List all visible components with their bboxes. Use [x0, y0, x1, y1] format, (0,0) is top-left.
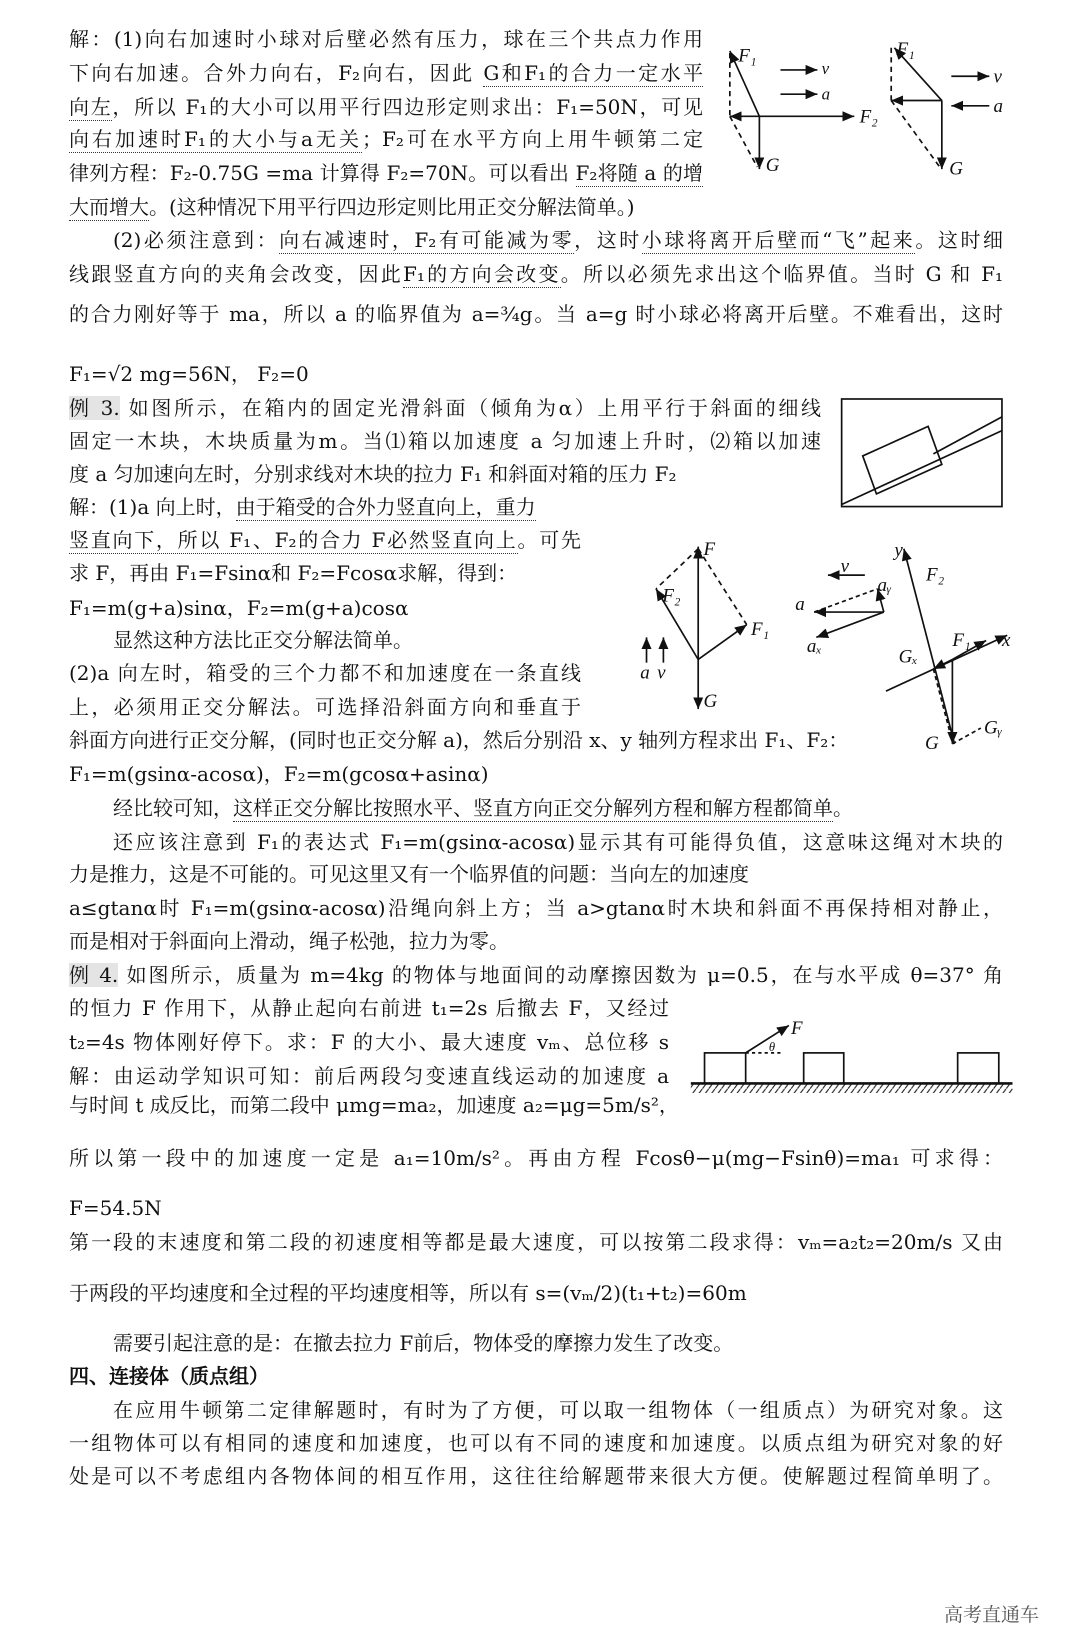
text-segment: 固定一木块，木块质量为m。当⑴箱以加速度 a 匀加速上升时，⑵箱以加速 [69, 428, 821, 453]
text-segment: 显然这种方法比正交分解法简单。 [113, 628, 413, 653]
text-segment: 在应用牛顿第二定律解题时，有时为了方便，可以取一组物体（一组质点）为研究对象。这 [113, 1398, 1003, 1423]
text-segment: F₁=m(gsinα-acosα)，F₂=m(gcosα+asinα) [69, 762, 489, 787]
text-segment: 于两段的平均速度和全过程的平均速度相等，所以有 s=(vₘ/2)(t₁+t₂)=60m [69, 1281, 747, 1306]
text-line [69, 926, 669, 956]
force-diagram-decelerating [891, 48, 989, 169]
text-line [69, 1227, 1003, 1257]
label-gy: Gᵧ [984, 717, 1003, 739]
label-v: v [821, 59, 830, 79]
label-g: G [949, 158, 963, 180]
text-segment: 下向右加速。合外力向右，F₂向右，因此 [69, 60, 484, 85]
text-segment: 力是推力，这是不可能的。可见这里又有一个临界值的问题：当向左的加速度 [69, 862, 749, 887]
label-x-axis: x [1001, 629, 1011, 651]
text-segment: 解：由运动学知识可知：前后两段匀变速直线运动的加速度 a [69, 1063, 669, 1088]
incline-axes-diagram [886, 549, 1007, 744]
text-segment: 。(这种情况下用平行四边形定则比用正交分解法简单。) [149, 194, 635, 219]
label-f2: F₂ [662, 585, 681, 607]
text-line [69, 993, 669, 1023]
label-gx: Gₓ [898, 646, 918, 668]
text-segment: 律列方程：F₂-0.75G =ma 计算得 F₂=70N。可以看出 [69, 160, 576, 185]
emphasized-text: 这样正交分解比按照水平、竖直方向正交分解列方程和解方程都简单 [233, 795, 833, 820]
text-segment: 。所以必须先求出这个临界值。当时 G 和 F₁ [560, 262, 1003, 287]
label-g: G [765, 155, 780, 177]
text-segment: F₁=√2 mg=56N， F₂=0 [69, 362, 309, 387]
text-line [69, 359, 469, 389]
text-line [69, 1090, 679, 1120]
text-segment: 线跟竖直方向的夹角会改变，因此 [69, 262, 403, 287]
text-line [69, 299, 1003, 329]
text-segment: 斜面方向进行正交分解，(同时也正交分解 a)，然后分别沿 x、y 轴列方程求出 F₁、F₂： [69, 728, 849, 753]
label-a: a [640, 662, 650, 684]
text-line [69, 259, 1003, 289]
text-segment: 需要引起注意的是：在撤去拉力 F前后，物体受的摩擦力发生了改变。 [113, 1330, 734, 1355]
emphasized-text: 小球将离开后壁而“飞”起来 [641, 228, 916, 253]
text-segment: 的合力刚好等于 ma，所以 a 的临界值为 a=¾g。当 a=g 时小球必将离开后壁。不难看出，这时 [69, 302, 1003, 327]
text-line [69, 158, 703, 188]
label-a: a [821, 84, 831, 104]
text-line [69, 1143, 1003, 1173]
text-line [69, 1027, 669, 1057]
text-segment: ；F₂可在水平方向上用牛顿第二定 [361, 127, 703, 152]
text-line [69, 58, 703, 88]
text-line [69, 725, 909, 755]
text-segment: 解：(1)a 向上时， [69, 495, 236, 520]
label-f1: F₁ [750, 619, 770, 641]
text-segment: 解：(1)向右加速时小球对后壁必然有压力，球在三个共点力作用 [69, 27, 703, 52]
text-segment: ，这时 [574, 228, 642, 253]
text-line [69, 1361, 369, 1391]
text-line [69, 658, 581, 688]
text-line [69, 1428, 1003, 1458]
text-line [69, 1061, 669, 1091]
emphasized-text: 向左 [69, 94, 113, 119]
text-segment: 与时间 t 成反比，而第二段中 μmg=ma₂，加速度 a₂=μg=5m/s²， [69, 1093, 679, 1118]
label-g: G [703, 690, 718, 712]
text-line [69, 1461, 1003, 1491]
text-segment: (2)必须注意到： [113, 228, 280, 253]
acceleration-decomposition-diagram [814, 575, 884, 637]
text-segment: 处是可以不考虑组内各物体间的相互作用，这往往给解题带来很大方便。使解题过程简单明了。 [69, 1463, 1003, 1488]
label-ax: aₓ [806, 636, 822, 658]
example-label: 例 3. [69, 396, 120, 421]
text-line [69, 960, 1003, 990]
text-segment: 上，必须用正交分解法。可选择沿斜面方向和垂直于 [69, 694, 581, 719]
label-g: G [924, 733, 939, 755]
text-line [113, 225, 1003, 255]
label-f: F [703, 539, 716, 561]
label-f2: F₂ [926, 564, 945, 586]
emphasized-text: 由于箱受的合外力竖直向上，重力 [235, 495, 536, 520]
emphasized-text: 向右加速时F₁的大小与a无关 [69, 127, 362, 152]
text-line [69, 492, 581, 522]
text-segment: 如图所示，在箱内的固定光滑斜面（倾角为α）上用平行于斜面的细线 [119, 396, 821, 421]
text-line [69, 393, 821, 423]
text-line [69, 759, 569, 789]
box-incline-figure [842, 399, 1002, 507]
text-segment: 求 F，再由 F₁=Fsinα和 F₂=Fcosα求解，得到： [69, 560, 518, 585]
text-segment: 经比较可知， [113, 795, 233, 820]
text-segment: t₂=4s 物体刚好停下。求：F 的大小、最大速度 vₘ、总位移 s [69, 1030, 669, 1055]
text-line [69, 426, 821, 456]
text-line [69, 124, 703, 154]
text-segment: 还应该注意到 F₁的表达式 F₁=m(gsinα-acosα)显示其有可能得负值，这意味这绳对木块的 [113, 829, 1003, 854]
text-segment: F₁=m(g+a)sinα，F₂=m(g+a)cosα [69, 595, 409, 620]
text-segment: a≤gtanα时 F₁=m(gsinα-acosα)沿绳向斜上方；当 a>gtanα时木块和斜面不再保持相对静止， [69, 896, 1003, 921]
text-line [69, 24, 703, 54]
text-line [69, 593, 581, 623]
text-line [113, 1328, 1003, 1358]
emphasized-text: F₂将随 a 的增 [575, 160, 703, 185]
text-segment: 的恒力 F 作用下，从静止起向右前进 t₁=2s 后撤去 F，又经过 [69, 996, 669, 1021]
label-a: a [795, 593, 805, 615]
label-v: v [993, 66, 1002, 88]
force-diagram-accelerating-right [730, 51, 854, 169]
label-theta: θ [768, 1039, 776, 1054]
label-y-axis: y [894, 540, 903, 562]
label-f2: F₂ [859, 106, 878, 128]
text-segment: (2)a 向左时，箱受的三个力都不和加速度在一条直线 [69, 660, 581, 685]
label-f1: F₁ [896, 39, 915, 61]
text-segment: 。可先 [517, 528, 581, 552]
emphasized-text: F₁的方向会改变 [402, 262, 561, 287]
label-v: v [840, 555, 850, 577]
text-segment: 第一段的末速度和第二段的初速度相等都是最大速度，可以按第二段求得：vₘ=a₂t₂=20m/s 又由 [69, 1230, 1003, 1255]
emphasized-text: 竖直向下，所以 F₁、F₂的合力 F必然竖直向上 [69, 528, 518, 552]
text-line [113, 793, 1003, 823]
footer-watermark: 高考直通车 [944, 1604, 1040, 1626]
label-f: F [791, 1017, 803, 1039]
text-line [113, 625, 581, 655]
label-a: a [993, 96, 1003, 118]
text-line [69, 859, 829, 889]
emphasized-text: G和F₁的合力一定水平 [483, 60, 703, 85]
text-segment: 而是相对于斜面向上滑动，绳子松弛，拉力为零。 [69, 928, 509, 953]
text-line [69, 92, 703, 122]
example-label: 例 4. [69, 962, 119, 987]
text-line [69, 692, 581, 722]
label-f1: F₁ [738, 45, 757, 67]
text-line [69, 893, 1003, 923]
text-segment: 度 a 匀加速向左时，分别求线对木块的拉力 F₁ 和斜面对箱的压力 F₂ [69, 461, 677, 486]
text-segment: 如图所示，质量为 m=4kg 的物体与地面间的动摩擦因数为 μ=0.5，在与水平成 θ=37° 角 [118, 962, 1003, 987]
text-segment: ，所以 F₁的大小可以用平行四边形定则求出：F₁=50N，可见 [112, 94, 704, 119]
text-line [69, 1278, 869, 1308]
text-line [69, 459, 821, 489]
text-segment: F=54.5N [69, 1195, 162, 1220]
text-line [69, 525, 581, 555]
text-line [69, 192, 703, 222]
text-line [113, 1395, 1003, 1425]
text-line [69, 558, 581, 588]
text-segment: 。 [833, 795, 853, 820]
force-parallelogram-diagram [647, 547, 747, 709]
text-line [69, 1193, 369, 1223]
ground-blocks-diagram [691, 1025, 1013, 1093]
section-heading: 四、连接体（质点组） [69, 1364, 269, 1389]
emphasized-text: 大而增大 [69, 194, 149, 219]
emphasized-text: 向右减速时，F₂有可能减为零 [279, 228, 575, 253]
text-segment: 所以第一段中的加速度一定是 a₁=10m/s²。再由方程 Fcosθ−μ(mg−Fsinθ)=ma₁ 可求得： [69, 1146, 1003, 1171]
label-ay: aᵧ [877, 574, 892, 596]
text-segment: 一组物体可以有相同的速度和加速度，也可以有不同的速度和加速度。以质点组为研究对象的好 [69, 1430, 1003, 1455]
text-segment: 。这时细 [915, 228, 1003, 253]
text-line [113, 827, 1003, 857]
label-f1: F₁ [952, 629, 971, 651]
label-v: v [657, 662, 666, 684]
